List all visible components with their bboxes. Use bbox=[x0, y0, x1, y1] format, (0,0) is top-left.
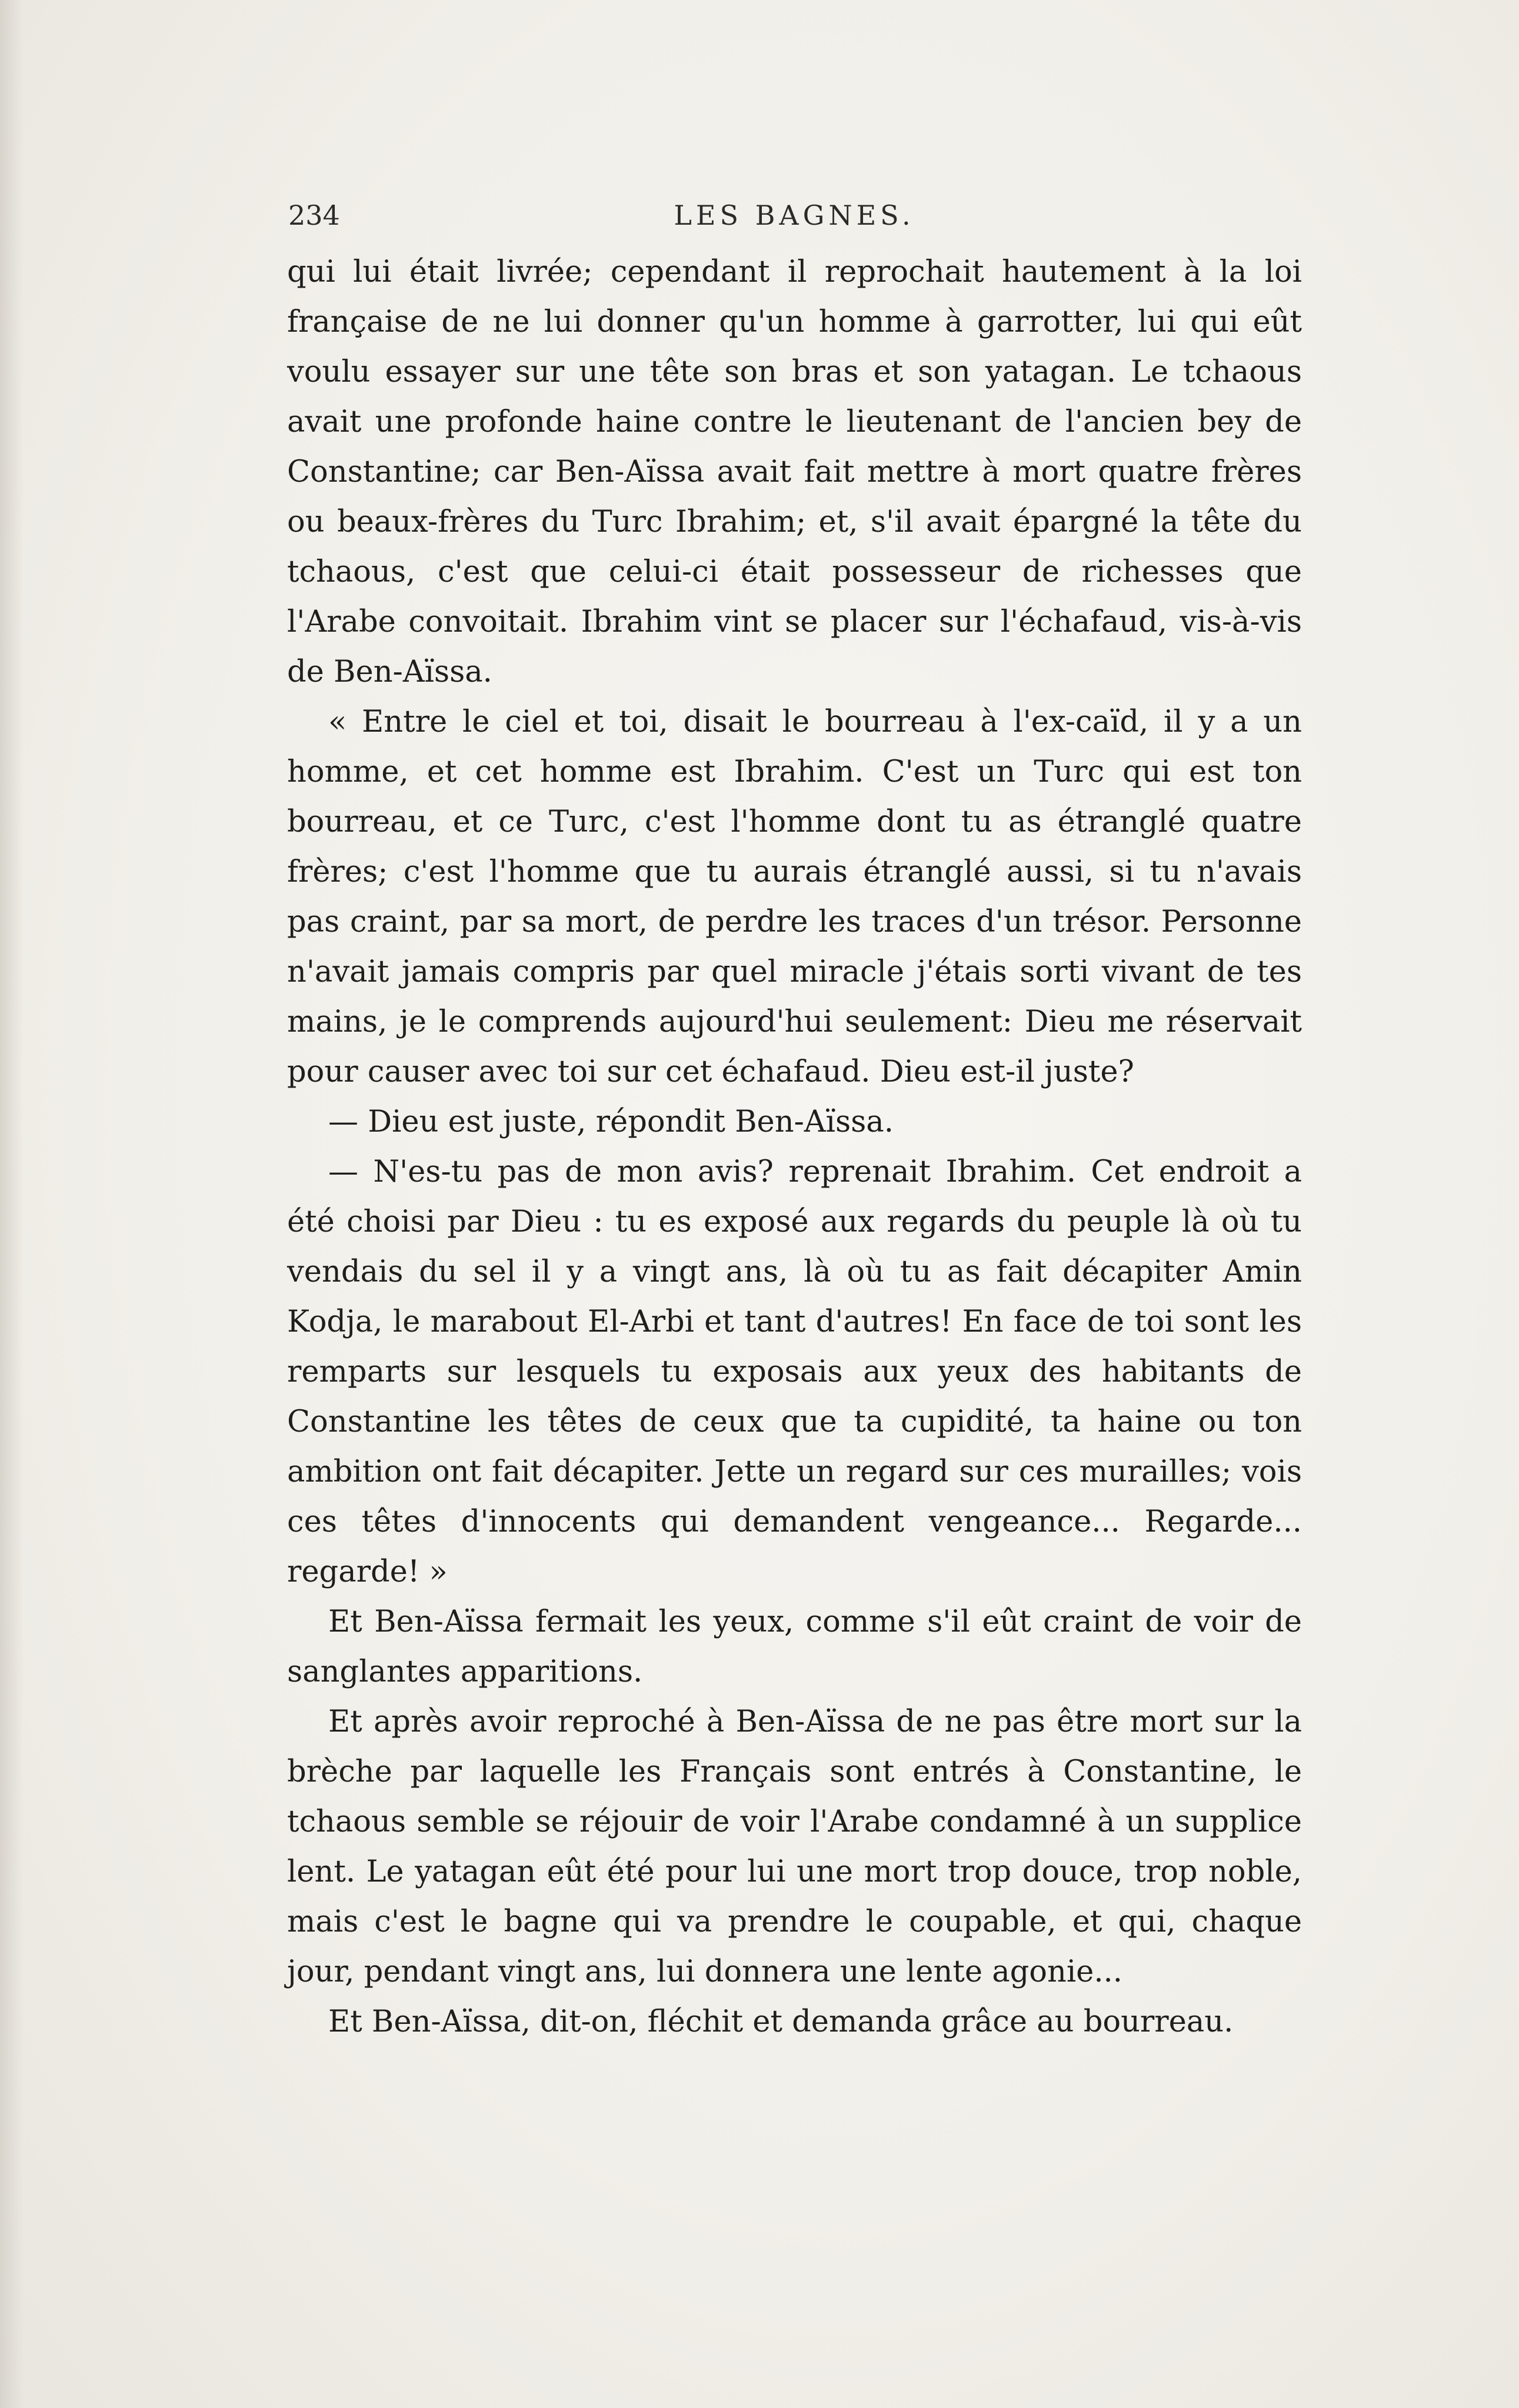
page-gutter-shadow bbox=[0, 0, 24, 2408]
running-title: LES BAGNES. bbox=[674, 199, 915, 231]
paragraph: — Dieu est juste, répondit Ben-Aïssa. bbox=[328, 1105, 894, 1139]
paragraph: Et Ben-Aïssa fermait les yeux, comme s'il eût craint de voir de sanglantes apparitions. bbox=[287, 1605, 1302, 1689]
paragraph: Et Ben-Aïssa, dit-on, fléchit et demanda grâce au bourreau. bbox=[328, 2005, 1234, 2039]
paragraph: « Entre le ciel et toi, disait le bourreau à l'ex-caïd, il y a un homme, et cet homme est Ibrahim. C'est un Turc qui est ton bourreau, et ce Turc, c'est l'homme dont tu as étranglé quatre frères; c'est l'homme que tu aurais étranglé aussi, si tu n'avais pas craint, par sa mort, de perdre les traces d'un trésor. Personne n'avait jamais compris par quel miracle j'étais sorti vivant de tes mains, je le comprends aujourd'hui seulement: Dieu me réservait pour causer avec toi sur cet échafaud. Dieu est-il juste? bbox=[287, 705, 1302, 1089]
text-body bbox=[287, 247, 1302, 2047]
running-head bbox=[288, 191, 1300, 244]
paragraph: Et après avoir reproché à Ben-Aïssa de ne pas être mort sur la brèche par laquelle les Français sont entrés à Constantine, le tchaous semble se réjouir de voir l'Arabe condamné à un supplice lent. Le yatagan eût été pour lui une mort trop douce, trop noble, mais c'est le bagne qui va prendre le coupable, et qui, chaque jour, pendant vingt ans, lui donnera une lente agonie... bbox=[287, 1705, 1302, 1989]
paragraph: qui lui était livrée; cependant il reprochait hautement à la loi française de ne lui donner qu'un homme à garrotter, lui qui eût voulu essayer sur une tête son bras et son yatagan. Le tchaous avait une profonde haine contre le lieutenant de l'ancien bey de Constantine; car Ben-Aïssa avait fait mettre à mort quatre frères ou beaux-frères du Turc Ibrahim; et, s'il avait épargné la tête du tchaous, c'est que celui-ci était possesseur de richesses que l'Arabe convoitait. Ibrahim vint se placer sur l'échafaud, vis-à-vis de Ben-Aïssa. bbox=[287, 255, 1302, 689]
paragraph: — N'es-tu pas de mon avis? reprenait Ibrahim. Cet endroit a été choisi par Dieu : tu es exposé aux regards du peuple là où tu vendais du sel il y a vingt ans, là où tu as fait décapiter Amin Kodja, le marabout El-Arbi et tant d'autres! En face de toi sont les remparts sur lesquels tu exposais aux yeux des habitants de Constantine les têtes de ceux que ta cupidité, ta haine ou ton ambition ont fait décapiter. Jette un regard sur ces murailles; vois ces têtes d'innocents qui demandent vengeance... Regarde... regarde! » bbox=[287, 1155, 1302, 1589]
page-number: 234 bbox=[288, 199, 340, 231]
